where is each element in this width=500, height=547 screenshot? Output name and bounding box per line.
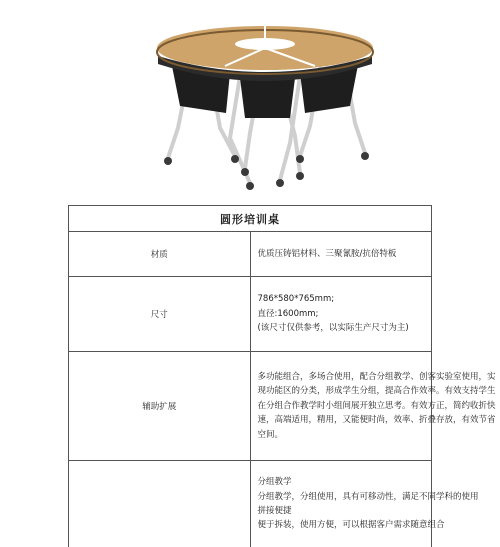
value-line: 多功能组合，多场合使用，配合分组教学、创客实验室使用，实 <box>258 370 427 384</box>
table-row <box>69 277 432 352</box>
value-line: 现功能区的分类，形成学生分组，提高合作效率。有效支持学生 <box>258 384 427 398</box>
table-title: 圆形培训桌 <box>69 206 432 232</box>
row-value <box>250 461 432 547</box>
row-value <box>250 232 432 277</box>
value-line: 在分组合作教学时小组间展开独立思考。有效方正，简约收折快 <box>258 399 427 413</box>
value-line: 速，高端适用，精用，又能便时尚，效率、折叠存放，有效节省 <box>258 413 427 427</box>
value-line: 分组教学 <box>258 475 427 489</box>
folding-training-table-photo-icon <box>150 18 380 193</box>
row-label <box>69 461 251 547</box>
table-row <box>69 461 432 547</box>
row-label: 尺寸 <box>69 277 251 352</box>
value-line: 786*580*765mm; <box>258 292 427 306</box>
row-value <box>250 352 432 461</box>
value-line: (该尺寸仅供参考，以实际生产尺寸为主) <box>258 321 427 335</box>
table-row <box>69 232 432 277</box>
value-line: 优质压铸铝材料、三聚氰胺/抗倍特板 <box>258 247 427 261</box>
row-label: 材质 <box>69 232 251 277</box>
row-value <box>250 277 432 352</box>
value-line: 直径:1600mm; <box>258 307 427 321</box>
value-line: 便于拆装，使用方便，可以根据客户需求随意组合 <box>258 518 427 532</box>
table-row <box>69 352 432 461</box>
value-line: 拼接便捷 <box>258 504 427 518</box>
value-line: 空间。 <box>258 428 427 442</box>
value-line: 分组教学，分组使用，具有可移动性，满足不同学科的使用 <box>258 490 427 504</box>
spec-table <box>68 205 432 547</box>
row-label: 辅助扩展 <box>69 352 251 461</box>
